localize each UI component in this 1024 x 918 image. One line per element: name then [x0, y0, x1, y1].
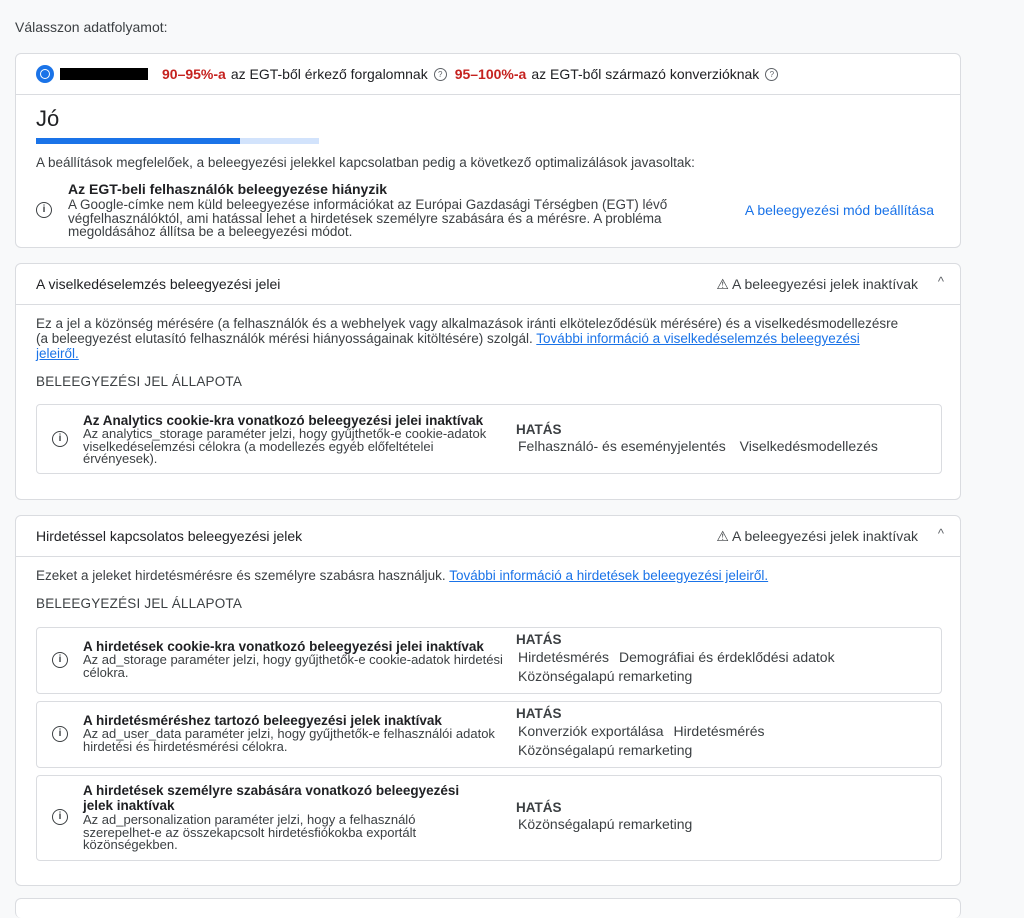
health-description: A beállítások megfelelőek, a beleegyezési jelekkel kapcsolatban pedig a következő optimalizálások javasoltak: [36, 155, 695, 170]
info-icon: i [52, 809, 68, 825]
learn-more-link[interactable]: További információ a hirdetések beleegyezési jeleiről. [449, 568, 769, 583]
stream-card [15, 53, 961, 248]
signal-body: Az analytics_storage paraméter jelzi, hogy gyűjthetők-e cookie-adatok viselkedéselemzési célokra (a modellezés egyéb előfeltételei érvényesek). [83, 426, 487, 466]
impact-chip: Közönségalapú remarketing [518, 816, 693, 832]
info-icon: i [52, 652, 68, 668]
analytics-consent-section [15, 263, 961, 500]
stream-header[interactable] [16, 54, 960, 95]
chevron-up-icon[interactable]: ^ [937, 526, 944, 541]
info-icon: i [52, 726, 68, 742]
health-status: Jó [36, 106, 60, 131]
section-description: Ez a jel a közönség mérésére (a felhasználók és a webhelyek vagy alkalmazások iránti elköteleződésük mérésére) és a viselkedésmodellezésre (a beleegyezést elutasító felhasználók mérési hiányosságainak kitöltésére) szolgál. További információ a viselkedéselemzés beleegyezési jeleiről. [36, 316, 899, 361]
info-icon: i [36, 202, 52, 218]
learn-more-link[interactable]: További információ a viselkedéselemzés beleegyezési jeleiről. [36, 331, 860, 361]
signal-body: Az ad_personalization paraméter jelzi, hogy a felhasználó szerepelhet-e az összekapcsolt hirdetésfiókokba exportált közönségekben. [83, 812, 417, 852]
consent-mode-setup-link[interactable]: A beleegyezési mód beállítása [744, 202, 934, 218]
impact-list [518, 437, 918, 456]
impact-label: HATÁS [516, 422, 562, 437]
warning-icon: ⚠ [716, 276, 729, 292]
health-progress-bar [36, 138, 319, 144]
globe-icon [36, 65, 54, 83]
section-warning: ⚠ A beleegyezési jelek inaktívak [716, 276, 918, 292]
signal-state-label: BELEEGYEZÉSI JEL ÁLLAPOTA [36, 596, 243, 611]
section-warning: ⚠ A beleegyezési jelek inaktívak [716, 528, 918, 544]
signal-card [36, 775, 942, 861]
impact-chip: Közönségalapú remarketing [518, 668, 693, 684]
impact-chip: Demográfiai és érdeklődési adatok [619, 649, 835, 665]
section-header[interactable] [16, 516, 960, 557]
signal-card [36, 701, 942, 768]
impact-chip: Viselkedésmodellezés [739, 438, 878, 454]
chevron-up-icon[interactable]: ^ [937, 274, 944, 289]
impact-chip: Közönségalapú remarketing [518, 742, 693, 758]
impact-label: HATÁS [516, 706, 562, 721]
page-heading: Válasszon adatfolyamot: [15, 19, 168, 35]
impact-chip: Konverziók exportálása [518, 723, 664, 739]
signal-title: Az Analytics cookie-kra vonatkozó beleegyezési jelei inaktívak [83, 413, 484, 428]
impact-list [518, 722, 918, 760]
impact-chip: Hirdetésmérés [673, 723, 765, 739]
section-title: Hirdetéssel kapcsolatos beleegyezési jelek [36, 528, 303, 544]
impact-chip: Felhasználó- és eseményjelentés [518, 438, 726, 454]
signal-body: Az ad_user_data paraméter jelzi, hogy gyűjthetők-e felhasználói adatok hirdetési és hirdetésmérési célokra. [83, 726, 495, 754]
warning-icon: ⚠ [716, 528, 729, 544]
next-section-card [15, 898, 961, 918]
impact-label: HATÁS [516, 632, 562, 647]
help-icon[interactable]: ? [434, 68, 447, 81]
section-title: A viselkedéselemzés beleegyezési jelei [36, 276, 281, 292]
signal-body: Az ad_storage paraméter jelzi, hogy gyűjthetők-e cookie-adatok hirdetési célokra. [83, 652, 503, 680]
signal-title: A hirdetések személyre szabására vonatkozó beleegyezési jelek inaktívak [83, 783, 460, 813]
ads-consent-section [15, 515, 961, 886]
signal-card [36, 627, 942, 694]
traffic-percentage: 90–95%-a [162, 66, 226, 82]
conversion-label: az EGT-ből származó konverzióknak [531, 66, 760, 82]
redacted-stream-name [60, 68, 148, 80]
help-icon[interactable]: ? [765, 68, 778, 81]
section-header[interactable] [16, 264, 960, 305]
impact-list [518, 815, 918, 834]
signal-title: A hirdetésméréshez tartozó beleegyezési jelek inaktívak [83, 713, 442, 728]
signal-card [36, 404, 942, 474]
health-progress-fill [36, 138, 240, 144]
impact-label: HATÁS [516, 800, 562, 815]
signal-title: A hirdetések cookie-kra vonatkozó beleegyezési jelei inaktívak [83, 639, 484, 654]
info-icon: i [52, 431, 68, 447]
impact-list [518, 648, 918, 686]
recommendation-body: A Google-címke nem küld beleegyezése információkat az Európai Gazdasági Térségben (EGT) lévő végfelhasználóktól, ami hatással lehet a hirdetések személyre szabására és a mérésre. A probléma megoldásához állítsa be a beleegyezési módot. [68, 197, 668, 239]
impact-chip: Hirdetésmérés [518, 649, 610, 665]
traffic-label: az EGT-ből érkező forgalomnak [230, 66, 428, 82]
recommendation-title: Az EGT-beli felhasználók beleegyezése hiányzik [68, 181, 388, 197]
signal-state-label: BELEEGYEZÉSI JEL ÁLLAPOTA [36, 374, 243, 389]
section-description: Ezeket a jeleket hirdetésmérésre és személyre szabásra használjuk. További információ a hirdetések beleegyezési jeleiről. [36, 568, 769, 583]
conversion-percentage: 95–100%-a [454, 66, 527, 82]
